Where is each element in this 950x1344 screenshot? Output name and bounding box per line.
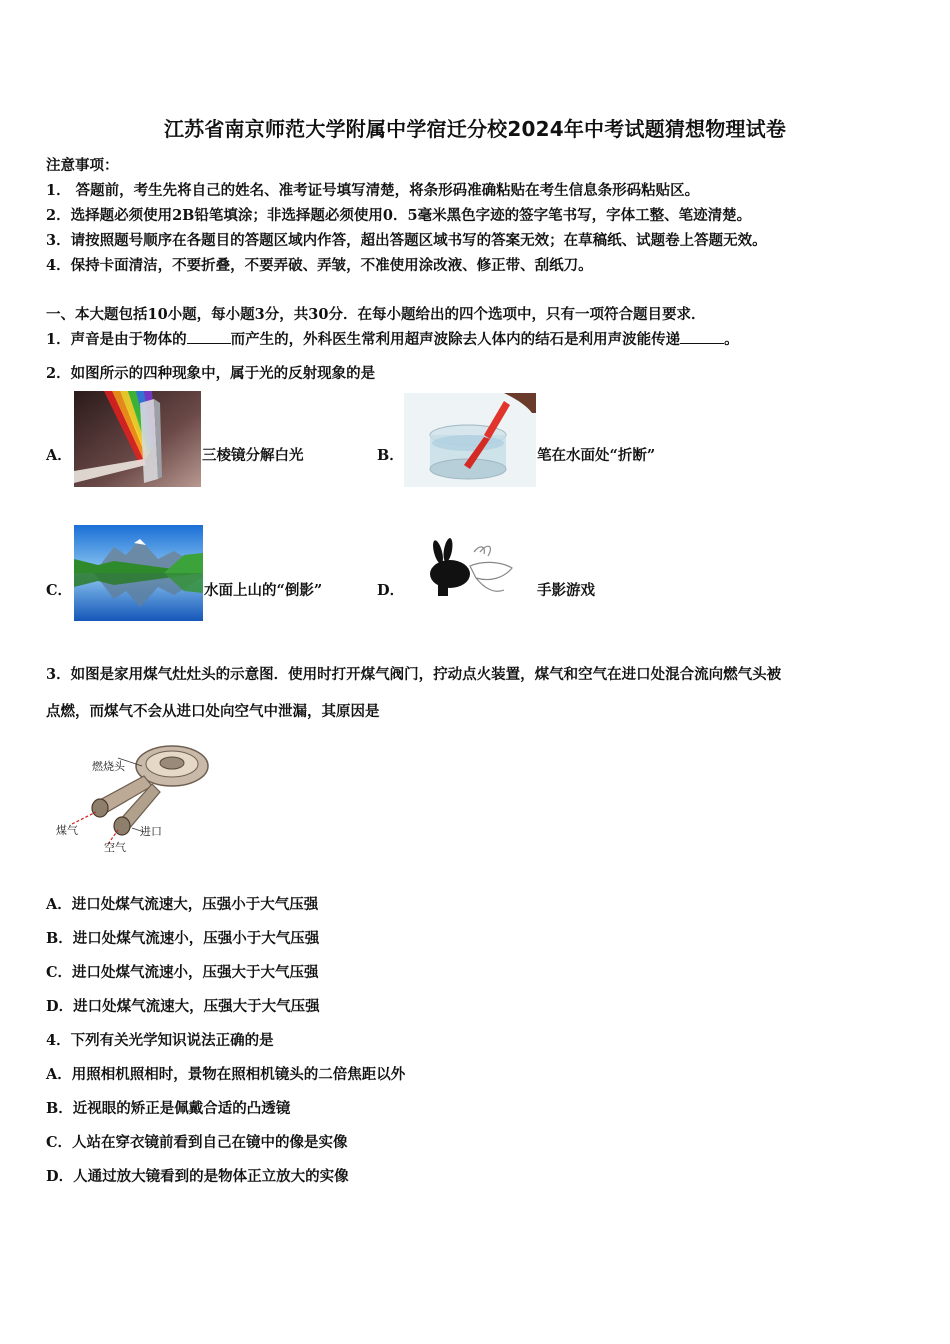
notice-item: 4．保持卡面清洁，不要折叠，不要弄破、弄皱，不准使用涂改液、修正带、刮纸刀。 bbox=[46, 257, 593, 274]
pen-in-water-image bbox=[404, 393, 536, 487]
option-a-caption: 三棱镜分解白光 bbox=[202, 447, 304, 464]
page-title: 江苏省南京师范大学附属中学宿迁分校2024年中考试题猜想物理试卷 bbox=[163, 117, 787, 141]
notice-item: 1． 答题前，考生先将自己的姓名、准考证号填写清楚，将条形码准确粘贴在考生信息条形码粘贴区。 bbox=[46, 182, 700, 199]
option-a-label: A． bbox=[46, 447, 72, 464]
question-3-option: B．进口处煤气流速小，压强小于大气压强 bbox=[46, 930, 320, 947]
question-4-option: D．人通过放大镜看到的是物体正立放大的实像 bbox=[46, 1168, 349, 1185]
label-inlet: 进口 bbox=[140, 825, 162, 838]
option-c-label: C． bbox=[46, 582, 73, 599]
question-2-stem: 2．如图所示的四种现象中，属于光的反射现象的是 bbox=[46, 365, 376, 382]
prism-rainbow-illustration bbox=[74, 391, 201, 487]
gas-burner-illustration bbox=[52, 740, 214, 854]
option-b-label: B． bbox=[377, 447, 404, 464]
pen-in-water-illustration bbox=[404, 393, 536, 487]
section-header: 一、本大题包括10小题，每小题3分，共30分．在每小题给出的四个选项中，只有一项符合题目要求． bbox=[46, 306, 706, 323]
question-3-option: A．进口处煤气流速大，压强小于大气压强 bbox=[46, 896, 319, 913]
label-gas: 煤气 bbox=[56, 824, 78, 837]
question-3-stem-line1: 3．如图是家用煤气灶灶头的示意图．使用时打开煤气阀门，拧动点火装置，煤气和空气在进口处混合流向燃气头被 bbox=[46, 666, 782, 683]
label-burner: 燃烧头 bbox=[92, 760, 125, 773]
notice-item: 3．请按照题号顺序在各题目的答题区域内作答，超出答题区域书写的答案无效；在草稿纸、试题卷上答题无效。 bbox=[46, 232, 767, 249]
notice-heading: 注意事项： bbox=[46, 157, 119, 174]
option-d-caption: 手影游戏 bbox=[537, 582, 595, 599]
question-3-option: C．进口处煤气流速小，压强大于大气压强 bbox=[46, 964, 319, 981]
gas-burner-figure bbox=[52, 740, 214, 854]
answer-blank bbox=[680, 331, 724, 344]
hand-shadow-image bbox=[424, 538, 516, 602]
question-1 bbox=[46, 328, 739, 349]
question-4-option: A．用照相机照相时，景物在照相机镜头的二倍焦距以外 bbox=[46, 1066, 406, 1083]
option-c-caption: 水面上山的“倒影” bbox=[204, 582, 323, 599]
option-d-label: D． bbox=[377, 582, 405, 599]
question-1-part3: 。 bbox=[724, 331, 739, 348]
notice-item: 2．选择题必须使用2B铅笔填涂；非选择题必须使用0．5毫米黑色字迹的签字笔书写，字体工整、笔迹清楚。 bbox=[46, 207, 752, 224]
question-4-option: B．近视眼的矫正是佩戴合适的凸透镜 bbox=[46, 1100, 291, 1117]
hand-shadow-rabbit-illustration bbox=[424, 538, 516, 602]
answer-blank bbox=[187, 331, 231, 344]
question-1-part1: 1．声音是由于物体的 bbox=[46, 331, 187, 348]
question-4-stem: 4．下列有关光学知识说法正确的是 bbox=[46, 1032, 274, 1049]
label-air: 空气 bbox=[104, 841, 126, 854]
prism-image bbox=[74, 391, 201, 487]
mountain-reflection-illustration bbox=[74, 525, 203, 621]
question-4-option: C．人站在穿衣镜前看到自己在镜中的像是实像 bbox=[46, 1134, 348, 1151]
option-b-caption: 笔在水面处“折断” bbox=[537, 447, 656, 464]
mountain-reflection-image bbox=[74, 525, 203, 621]
question-3-option: D．进口处煤气流速大，压强大于大气压强 bbox=[46, 998, 320, 1015]
question-1-part2: 而产生的，外科医生常利用超声波除去人体内的结石是利用声波能传递 bbox=[230, 331, 681, 348]
question-3-stem-line2: 点燃，而煤气不会从进口处向空气中泄漏，其原因是 bbox=[46, 703, 380, 720]
